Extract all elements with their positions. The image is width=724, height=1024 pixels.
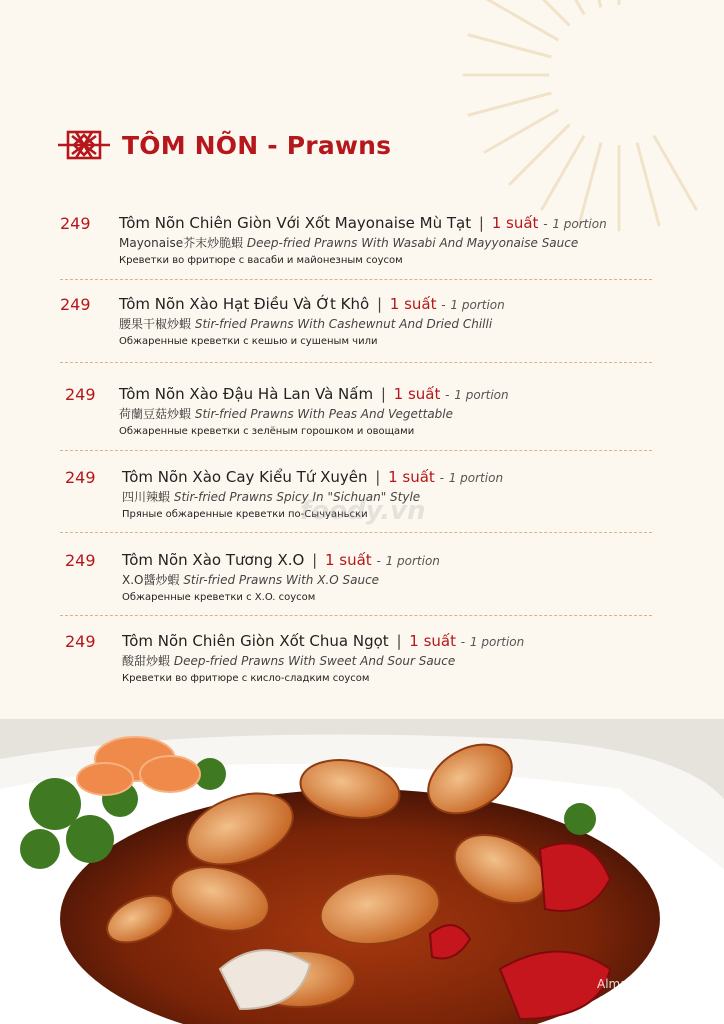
item-name-line xyxy=(119,385,509,403)
item-price: 249 xyxy=(60,295,91,314)
item-desc-line xyxy=(119,405,509,422)
item-qty: 1 suất xyxy=(389,295,437,313)
item-desc-line xyxy=(122,571,440,588)
item-desc-line xyxy=(119,234,607,251)
item-name-line xyxy=(122,551,440,569)
item-price: 249 xyxy=(65,551,96,570)
watermark-footer-name: Almaz Phu Quoc xyxy=(597,977,695,991)
item-portion: 1 portion xyxy=(552,217,607,231)
item-name-en: Stir-fried Prawns With X.O Sauce xyxy=(183,573,380,587)
item-portion: 1 portion xyxy=(469,635,525,649)
item-price: 249 xyxy=(65,632,96,651)
separator: | xyxy=(376,385,391,403)
item-divider xyxy=(60,450,652,451)
endless-knot-icon xyxy=(58,128,110,162)
item-dash: - xyxy=(441,298,446,312)
item-name-line xyxy=(122,632,524,650)
foody-logo-suffix: .vn xyxy=(650,1001,668,1012)
item-name-vn: Tôm Nõn Chiên Giòn Xốt Chua Ngọt xyxy=(122,632,389,650)
item-portion: 1 portion xyxy=(385,554,440,568)
item-name-line xyxy=(122,468,503,486)
item-dash: - xyxy=(376,554,381,568)
item-name-en: Deep-fried Prawns With Sweet And Sour Sauce xyxy=(173,654,456,668)
separator: | xyxy=(474,214,489,232)
foody-logo-text: foody xyxy=(596,994,651,1014)
item-portion: 1 portion xyxy=(448,471,504,485)
separator: | xyxy=(391,632,407,650)
item-name-en: Stir-fried Prawns With Peas And Vegettable xyxy=(194,407,454,421)
watermark-foody: foody.vn xyxy=(300,496,426,526)
item-name-ru: Пряные обжаренные креветки по-Сычуаньски xyxy=(122,509,368,520)
item-name-vn: Tôm Nõn Chiên Giòn Với Xốt Mayonaise Mù Tạt xyxy=(119,214,472,232)
item-name-ru: Обжаренные креветки с зелёным горошком и овощами xyxy=(119,426,415,437)
item-qty: 1 suất xyxy=(491,214,539,232)
item-name-cn: 酸甜炒蝦 xyxy=(122,654,171,668)
item-divider xyxy=(60,615,652,616)
item-name-cn: X.O醬炒蝦 xyxy=(122,573,180,587)
item-name-en: Deep-fried Prawns With Wasabi And Mayyonaise Sauce xyxy=(246,236,579,250)
item-price: 249 xyxy=(65,468,96,487)
item-dash: - xyxy=(460,635,466,649)
item-name-vn: Tôm Nõn Xào Hạt Điều Và Ớt Khô xyxy=(119,295,370,313)
item-name-ru: Обжаренные креветки с кешью и сушеным чили xyxy=(119,336,378,347)
item-name-ru: Креветки во фритюре с кисло-сладким соусом xyxy=(122,673,370,684)
item-desc-line xyxy=(119,315,505,332)
item-divider xyxy=(60,362,652,363)
section-header xyxy=(58,128,391,162)
item-divider xyxy=(60,532,652,533)
item-name-vn: Tôm Nõn Xào Đậu Hà Lan Và Nấm xyxy=(119,385,374,403)
item-dash: - xyxy=(439,471,444,485)
item-name-en: Stir-fried Prawns With Cashewnut And Dried Chilli xyxy=(194,317,493,331)
item-name-ru: Обжаренные креветки с X.O. соусом xyxy=(122,592,316,603)
item-name-cn: 四川辣蝦 xyxy=(122,490,171,504)
section-title: TÔM NÕN - Prawns xyxy=(122,130,392,160)
watermark-footer-logo xyxy=(596,994,667,1014)
item-qty: 1 suất xyxy=(324,551,372,569)
item-name-vn: Tôm Nõn Xào Cay Kiểu Tứ Xuyên xyxy=(122,468,368,486)
item-name-line xyxy=(119,295,505,313)
item-qty: 1 suất xyxy=(409,632,456,650)
item-name-vn: Tôm Nõn Xào Tương X.O xyxy=(122,551,305,569)
item-qty: 1 suất xyxy=(388,468,435,486)
item-name-en: Stir-fried Prawns Spicy In "Sichuan" Style xyxy=(173,490,421,504)
sunburst-decoration xyxy=(454,0,724,240)
item-portion: 1 portion xyxy=(454,388,509,402)
item-desc-line xyxy=(122,652,524,669)
item-name-cn: 腰果干椒炒蝦 xyxy=(119,317,192,331)
food-photo xyxy=(0,719,724,1024)
separator: | xyxy=(370,468,386,486)
separator: | xyxy=(307,551,322,569)
item-name-ru: Креветки во фритюре с васаби и майонезным соусом xyxy=(119,255,403,266)
item-dash: - xyxy=(445,388,450,402)
item-price: 249 xyxy=(60,214,91,233)
item-divider xyxy=(60,279,652,280)
item-price: 249 xyxy=(65,385,96,404)
item-name-cn: Mayonaise芥末炒脆蝦 xyxy=(119,236,244,250)
item-name-line xyxy=(119,214,607,232)
item-dash: - xyxy=(543,217,548,231)
separator: | xyxy=(372,295,387,313)
item-qty: 1 suất xyxy=(393,385,441,403)
item-name-cn: 荷蘭豆菇炒蝦 xyxy=(119,407,192,421)
item-portion: 1 portion xyxy=(450,298,505,312)
